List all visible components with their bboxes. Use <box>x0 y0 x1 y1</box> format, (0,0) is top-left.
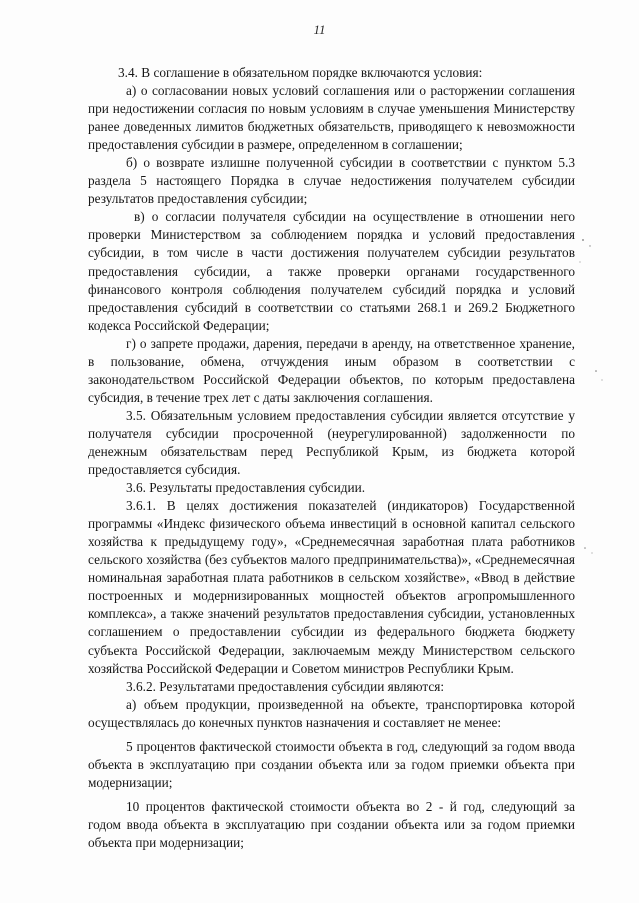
paragraph-5-percent: 5 процентов фактической стоимости объекта в год, следующий за годом ввода объекта в эксплуатацию при создании объекта или за годом приемки объекта при модернизации; <box>88 738 575 790</box>
paragraph-3-6-1: 3.6.1. В целях достижения показателей (индикаторов) Государственной программы «Индекс физического объема инвестиций в основной капитал сельского хозяйства к предыдущему году», «Среднемесячная заработная плата работников сельского хозяйства (без субъектов малого предпринимательства)», «Среднемесячная номинальная заработная плата работников в сельском хозяйстве», «Ввод в действие построенных и модернизированных мощностей объектов агропромышленного комплекса», а также значений результатов предоставления субсидии, установленных соглашением о предоставлении субсидии из федерального бюджета бюджету субъекта Российской Федерации, заключаемым между Министерством сельского хозяйства Российской Федерации и Советом министров Республики Крым. <box>88 498 575 676</box>
scan-speck <box>582 239 584 241</box>
scan-speck <box>584 547 586 549</box>
scan-speck <box>591 552 592 553</box>
paragraph-10-percent: 10 процентов фактической стоимости объекта во 2 - й год, следующий за годом ввода объекта в эксплуатацию при создании объекта или за годом приемки объекта при модернизации; <box>88 798 575 850</box>
scan-speck <box>601 379 602 380</box>
paragraph-3-6: 3.6. Результаты предоставления субсидии. <box>126 480 366 496</box>
paragraph-3-4-b: б) о возврате излишне полученной субсидии в соответствии с пунктом 5.3 раздела 5 настоящего Порядка в случае недостижения получателем субсидии результатов предоставления субсидии; <box>88 155 575 207</box>
page-number: 11 <box>313 22 326 37</box>
paragraph-3-6-2-a: а) объем продукции, произведенной на объекте, транспортировка которой осуществлялась до конечных пунктов назначения и составляет не менее: <box>88 696 575 730</box>
scan-speck <box>579 261 580 262</box>
document-body <box>88 64 575 852</box>
paragraph-3-4-a: а) о согласовании новых условий соглашения или о расторжении соглашения при недостижении согласия по новым условиям в случае уменьшения Министерству ранее доведенных лимитов бюджетных обязательств, приводящего к невозможности предоставления субсидии в размере, определенном в соглашении; <box>88 83 575 153</box>
paragraph-3-5: 3.5. Обязательным условием предоставления субсидии является отсутствие у получателя субсидии просроченной (неурегулированной) задолженности по денежным обязательствам перед Республикой Крым, из бюджета которой предоставляется субсидия. <box>88 407 575 478</box>
paragraph-3-4: 3.4. В соглашение в обязательном порядке включаются условия: <box>118 65 483 80</box>
scan-speck <box>589 245 590 246</box>
paragraph-3-4-g: г) о запрете продажи, дарения, передачи в аренду, на ответственное хранение, в пользование, обмена, отчуждения иным образом в соответствии с законодательством Российской Федерации объектов, по которым предоставлена субсидия, в течение трех лет с даты заключения соглашения. <box>88 335 575 405</box>
scan-speck <box>595 370 597 372</box>
paragraph-3-4-v: в) о согласии получателя субсидии на осуществление в отношении него проверки Министерством за соблюдением порядка и условий предоставления субсидии, в том числе в части достижения получателем субсидии результатов предоставления субсидии, а также проверки органами государственного финансового контроля соблюдения получателем субсидий порядка и условий предоставления субсидий в соответствии со статьями 268.1 и 269.2 Бюджетного кодекса Российской Федерации; <box>88 209 575 333</box>
paragraph-3-6-2: 3.6.2. Результатами предоставления субсидии являются: <box>126 678 445 694</box>
